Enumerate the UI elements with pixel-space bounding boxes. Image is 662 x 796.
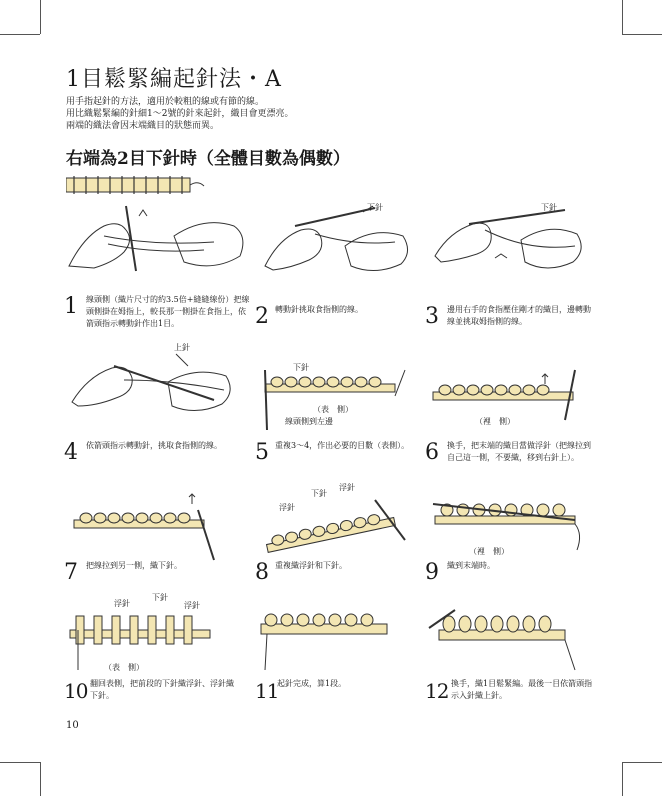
step-number: 9 — [425, 560, 439, 585]
label-front-side: （表 側） — [313, 405, 353, 414]
crop-mark — [622, 762, 662, 763]
label-back-side: （裡 側） — [475, 417, 515, 426]
label-knit: 下針 — [311, 489, 327, 498]
label-slip: 浮針 — [184, 601, 200, 610]
turn-front-illustration — [64, 590, 229, 680]
label-slip: 浮針 — [114, 599, 130, 608]
section-title: 右端為2目下針時（全體目數為偶數） — [66, 149, 350, 169]
step-number: 11 — [255, 679, 279, 703]
step-text: 翻回表側，把前段的下針織浮針、浮針織下針。 — [90, 679, 234, 700]
label-knit: 下針 — [367, 203, 383, 212]
step-number: 1 — [64, 294, 78, 319]
step-text: 轉動針挑取食指側的線。 — [275, 305, 363, 314]
step-3 — [425, 196, 595, 341]
step-number: 7 — [64, 560, 78, 585]
label-front-side: （表 側） — [104, 663, 144, 672]
step-11 — [255, 590, 425, 735]
step-text: 依箭頭指示轉動針，挑取食指側的線。 — [86, 441, 222, 450]
step-number: 5 — [255, 440, 269, 465]
step-number: 6 — [425, 440, 439, 465]
crop-mark — [40, 762, 41, 796]
label-slip: 浮針 — [339, 483, 355, 492]
step-6 — [425, 340, 595, 485]
step-text: 把線拉到另一側，織下針。 — [86, 561, 182, 570]
step-text: 起針完成，算1段。 — [277, 679, 347, 688]
intro-line: 用比織鬆緊編的針細1～2號的針來起針，織目會更漂亮。 — [66, 109, 294, 119]
step-10 — [64, 590, 234, 735]
step-number: 2 — [255, 304, 269, 329]
crop-mark — [622, 762, 623, 796]
step-number: 3 — [425, 304, 439, 329]
label-slip: 浮針 — [279, 503, 295, 512]
step-text: 換手，把末端的織目當做浮針（把線拉到自己這一側，不要織，移到右針上）。 — [447, 441, 591, 462]
step-number: 8 — [255, 560, 269, 585]
rib-stitch-illustration — [425, 590, 590, 680]
page-title: 1目鬆緊編起針法・A — [66, 67, 282, 92]
crop-mark — [622, 34, 662, 35]
label-tail-left: 線頭側到左邊 — [285, 417, 333, 426]
finished-rib-strip-illustration — [66, 174, 206, 196]
step-number: 12 — [425, 679, 449, 703]
intro-line: 用手指起針的方法，適用於較粗的線或有節的線。 — [66, 97, 265, 107]
page-number: 10 — [66, 720, 79, 731]
needle-picking-yarn-illustration — [255, 196, 415, 296]
step-number: 10 — [64, 679, 88, 703]
crop-mark — [0, 762, 40, 763]
crop-mark — [0, 34, 40, 35]
step-1 — [64, 196, 254, 341]
step-text: 換手，織1目鬆緊編。最後一目依箭頭指示入針織上針。 — [451, 679, 593, 700]
step-5 — [255, 340, 425, 485]
cast-on-stitches-front-illustration — [255, 340, 420, 435]
rotate-needle-illustration — [64, 340, 244, 435]
step-4 — [64, 340, 254, 485]
step-text: 織到末端時。 — [447, 561, 495, 570]
step-2 — [255, 196, 425, 341]
label-back-side: （裡 側） — [469, 547, 509, 556]
step-text: 邊用右手的食指壓住剛才的織目，邊轉動線並挑取姆指側的線。 — [447, 305, 591, 326]
thumb-side-yarn-illustration — [425, 196, 590, 296]
intro-line: 兩端的織法會因末端織目的狀態而異。 — [66, 121, 220, 131]
label-knit: 下針 — [293, 363, 309, 372]
cast-on-complete-illustration — [255, 590, 420, 680]
step-text: 重複3～4，作出必要的目數（表側）。 — [275, 441, 410, 450]
step-text: 重複織浮針和下針。 — [275, 561, 347, 570]
step-12 — [425, 590, 595, 735]
label-knit: 下針 — [152, 593, 168, 602]
step-number: 4 — [64, 440, 78, 465]
crop-mark — [40, 0, 41, 34]
step-text: 線頭側（織片尺寸的約3.5倍+縫縫線份）把線頭側掛在姆指上，較長那一側掛在食指上，依箭頭指示轉動針作出1目。 — [86, 295, 250, 328]
crop-mark — [622, 0, 623, 34]
label-knit: 下針 — [541, 203, 557, 212]
label-purl: 上針 — [174, 343, 190, 352]
intro-text — [66, 96, 293, 132]
hands-casting-on-illustration — [64, 196, 249, 296]
